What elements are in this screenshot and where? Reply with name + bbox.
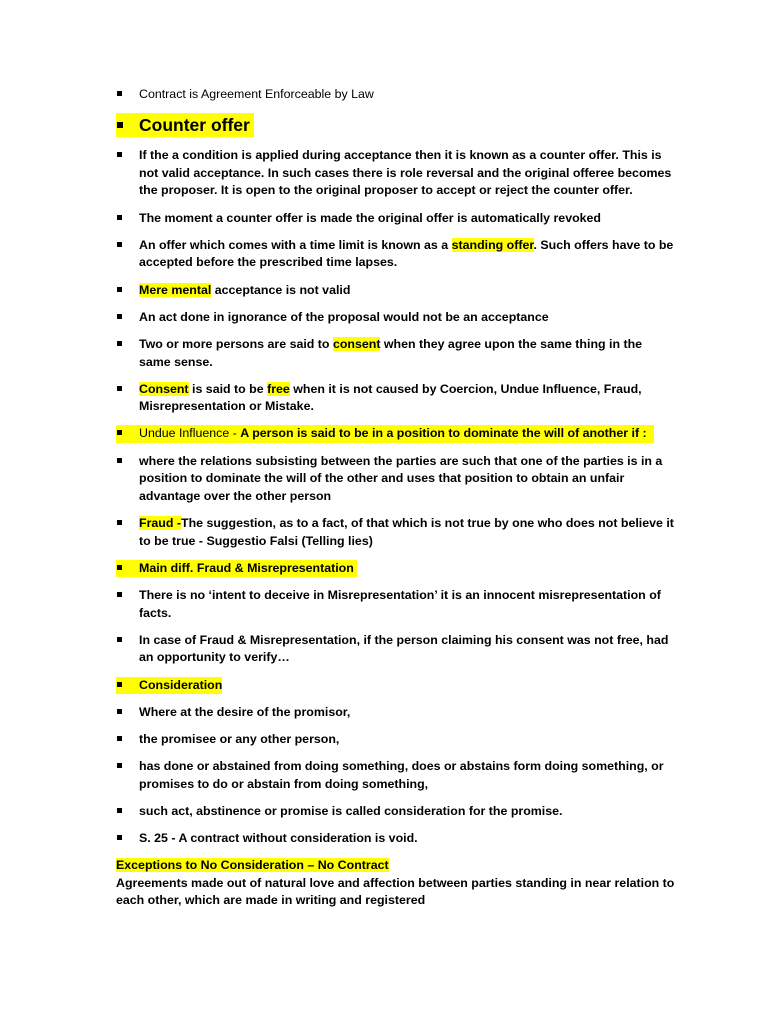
item-text: Where at the desire of the promisor, <box>139 704 351 719</box>
item-text: Contract is Agreement Enforceable by Law <box>139 87 374 101</box>
bullet-icon <box>117 430 122 435</box>
bullet-icon <box>117 215 122 220</box>
item-text: . Such offers have to be accepted before the prescribed time lapses. <box>139 237 677 270</box>
list-item <box>116 309 676 327</box>
item-text: Main diff. Fraud & Misrepresentation <box>139 560 354 575</box>
list-item <box>116 336 676 371</box>
bullet-icon <box>117 122 123 128</box>
exceptions-title-text: Exceptions to No Consideration – No Contract <box>116 858 389 873</box>
item-text: Two or more persons are said to <box>139 336 333 351</box>
list-item <box>116 632 676 667</box>
bullet-icon <box>117 520 122 525</box>
item-text: S. 25 - A contract without consideration is void. <box>139 831 418 846</box>
bullet-icon <box>117 682 122 687</box>
highlighted-term: Fraud - <box>139 516 181 531</box>
highlighted-term: free <box>267 381 290 396</box>
item-text: The suggestion, as to a fact, of that which is not true by one who does not believe it to be true - Suggestio Falsi (Telling lies) <box>139 516 678 548</box>
list-item <box>116 731 676 749</box>
bullet-icon <box>117 709 122 714</box>
highlighted-term: consent <box>332 336 381 351</box>
highlighted-term: standing offer <box>451 237 534 252</box>
item-text: Consideration <box>139 677 223 692</box>
item-text: If the a condition is applied during acceptance then it is known as a counter offer. This is not valid acceptance. In such cases there is role reversal and the original offeree becomes the proposer. It is open to the original proposer to accept or reject the counter offer. <box>139 148 675 198</box>
bullet-icon <box>117 637 122 642</box>
list-item <box>116 803 676 821</box>
item-text: An offer which comes with a time limit is known as a <box>139 237 452 252</box>
item-text: There is no ‘intent to deceive in Misrepresentation’ it is an innocent misrepresentation of facts. <box>139 588 665 620</box>
list-item <box>116 587 676 622</box>
heading-text: Counter offer <box>139 115 250 136</box>
bullet-icon <box>117 592 122 597</box>
bullet-icon <box>117 287 122 292</box>
bullet-icon <box>117 736 122 741</box>
item-text: when they agree upon the same thing in the same sense. <box>139 336 646 369</box>
highlighted-term: Consent <box>139 381 189 396</box>
item-text: The moment a counter offer is made the original offer is automatically revoked <box>139 210 602 225</box>
highlighted-term: Mere mental <box>139 282 212 297</box>
list-item <box>116 210 676 228</box>
item-text: acceptance is not valid <box>211 282 351 297</box>
list-item <box>116 704 676 722</box>
bullet-icon <box>117 314 122 319</box>
exceptions-body: Agreements made out of natural love and affection between parties standing in near relation to each other, which are made in writing and registered <box>116 875 675 908</box>
item-text: has done or abstained from doing something, does or abstains form doing something, or promises to do or abstain from doing something, <box>139 759 668 791</box>
item-text: such act, abstinence or promise is called consideration for the promise. <box>139 803 563 818</box>
list-item <box>116 453 676 506</box>
item-text: In case of Fraud & Misrepresentation, if the person claiming his consent was not free, had an opportunity to verify… <box>139 632 672 665</box>
list-item-consideration <box>116 677 676 695</box>
list-item <box>116 147 676 200</box>
list-item <box>116 282 676 300</box>
list-item <box>116 381 676 416</box>
list-item <box>116 237 676 272</box>
bullet-icon <box>117 242 122 247</box>
item-lead: Undue Influence - <box>139 426 241 441</box>
item-text: A person is said to be in a position to dominate the will of another if : <box>240 426 647 441</box>
list-item <box>116 830 676 848</box>
exceptions-title <box>116 857 676 875</box>
item-text: where the relations subsisting between the parties are such that one of the parties is in a position to dominate the will of the other and uses that position to obtain an unfair advantage over the other person <box>139 453 666 503</box>
bullet-icon <box>117 565 122 570</box>
section-heading-counter-offer <box>116 113 676 137</box>
item-text: An act done in ignorance of the proposal would not be an acceptance <box>139 309 549 324</box>
bullet-icon <box>117 808 122 813</box>
list-item <box>116 86 676 104</box>
bullet-icon <box>117 341 122 346</box>
item-text: when it is not caused by Coercion, Undue Influence, Fraud, Misrepresentation or Mistake. <box>139 381 646 414</box>
bullet-icon <box>117 763 122 768</box>
bullet-icon <box>117 835 122 840</box>
list-item-undue-influence <box>116 425 676 443</box>
notes-list <box>116 86 676 910</box>
item-text: the promisee or any other person, <box>139 731 340 746</box>
bullet-icon <box>117 152 122 157</box>
bullet-icon <box>117 458 122 463</box>
bullet-icon <box>117 91 122 96</box>
item-text: is said to be <box>188 381 268 396</box>
list-item <box>116 515 676 550</box>
list-item <box>116 758 676 793</box>
list-item-main-diff <box>116 560 676 578</box>
bullet-icon <box>117 386 122 391</box>
